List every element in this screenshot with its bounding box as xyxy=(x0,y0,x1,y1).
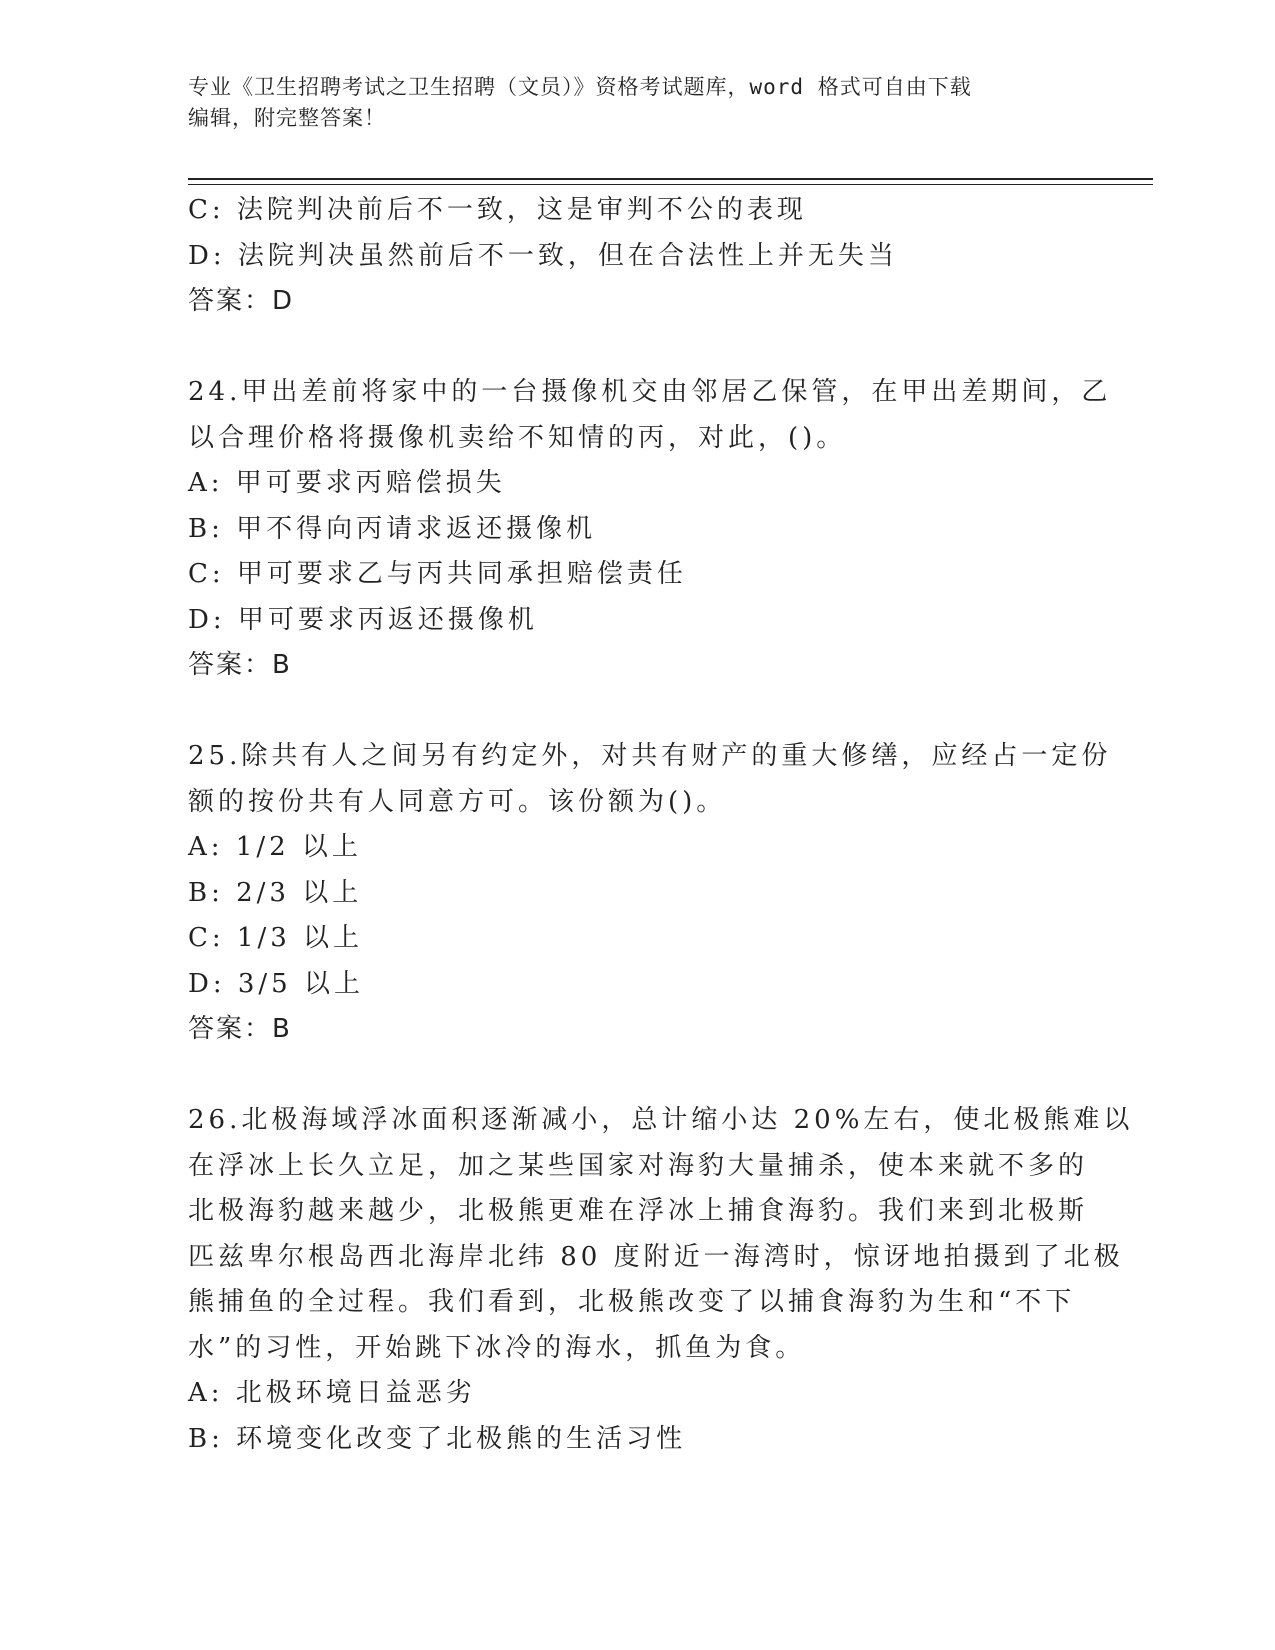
question-content xyxy=(188,188,1134,1462)
q24-option-a: A: 甲可要求丙赔偿损失 xyxy=(188,468,506,498)
header-line-2: 编辑，附完整答案！ xyxy=(188,106,386,130)
q23-answer: 答案：D xyxy=(188,286,295,316)
q26-option-b: B: 环境变化改变了北极熊的生活习性 xyxy=(188,1423,687,1454)
question-25 xyxy=(188,734,1112,1053)
q26-stem-line-2: 在浮冰上长久立足，加之某些国家对海豹大量捕杀，使本来就不多的 xyxy=(188,1150,1089,1181)
q26-stem-line-5: 熊捕鱼的全过程。我们看到，北极熊改变了以捕食海豹为生和“不下 xyxy=(188,1287,1076,1317)
header-divider-thick xyxy=(188,178,1153,180)
q26-stem-line-6: 水”的习性，开始跳下冰冷的海水，抓鱼为食。 xyxy=(188,1332,806,1363)
q25-option-c: C: 1/3 以上 xyxy=(188,923,364,953)
spacer xyxy=(188,1053,1088,1099)
q24-option-c: C: 甲可要求乙与丙共同承担赔偿责任 xyxy=(188,559,687,589)
header-line-1: 专业《卫生招聘考试之卫生招聘（文员）》资格考试题库，word 格式可自由下载 xyxy=(188,75,972,99)
q24-option-b: B: 甲不得向丙请求返还摄像机 xyxy=(188,513,597,544)
q26-stem-line-1: 26.北极海域浮冰面积逐渐减小，总计缩小达 20%左右，使北极熊难以 xyxy=(188,1105,1134,1135)
q25-option-d: D: 3/5 以上 xyxy=(188,968,364,999)
q25-option-b: B: 2/3 以上 xyxy=(188,877,363,908)
spacer xyxy=(188,325,1088,371)
q26-option-a: A: 北极环境日益恶劣 xyxy=(188,1378,476,1408)
q24-answer: 答案：B xyxy=(188,650,292,680)
q23-option-d: D: 法院判决虽然前后不一致，但在合法性上并无失当 xyxy=(188,240,898,271)
q26-stem-line-3: 北极海豹越来越少，北极熊更难在浮冰上捕食海豹。我们来到北极斯 xyxy=(188,1196,1089,1226)
question-23 xyxy=(188,188,1088,325)
page-header xyxy=(188,72,1088,134)
spacer xyxy=(188,689,1088,735)
q25-option-a: A: 1/2 以上 xyxy=(188,832,362,862)
question-26 xyxy=(188,1098,1134,1462)
q25-stem-line-2: 额的按份共有人同意方可。该份额为()。 xyxy=(188,786,727,817)
q23-option-c: C: 法院判决前后不一致，这是审判不公的表现 xyxy=(188,195,807,225)
q26-stem-line-4: 匹兹卑尔根岛西北海岸北纬 80 度附近一海湾时，惊讶地拍摄到了北极 xyxy=(188,1241,1124,1272)
q25-answer: 答案：B xyxy=(188,1014,292,1044)
q24-option-d: D: 甲可要求丙返还摄像机 xyxy=(188,604,538,635)
header-divider-thin xyxy=(188,184,1153,185)
q25-stem-line-1: 25.除共有人之间另有约定外，对共有财产的重大修缮，应经占一定份 xyxy=(188,741,1112,771)
question-24 xyxy=(188,370,1112,689)
q24-stem-line-1: 24.甲出差前将家中的一台摄像机交由邻居乙保管，在甲出差期间，乙 xyxy=(188,377,1112,407)
q24-stem-line-2: 以合理价格将摄像机卖给不知情的丙，对此，()。 xyxy=(188,422,847,453)
